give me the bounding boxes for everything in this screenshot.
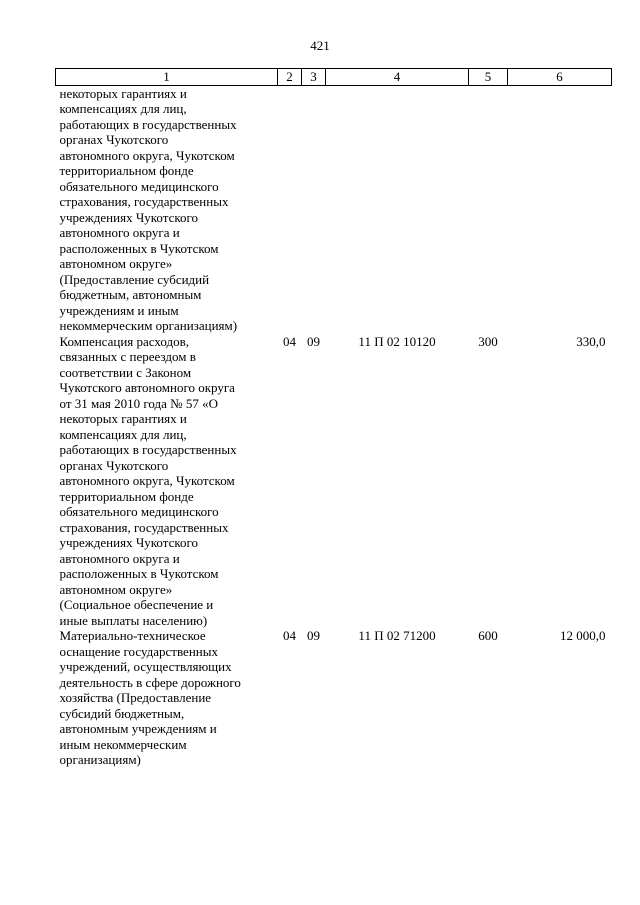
page-number: 421 (310, 38, 330, 53)
row-rz: 04 (283, 333, 296, 349)
header-col-3: 3 (302, 69, 326, 86)
row-vr: 600 (478, 628, 498, 643)
row-name: Компенсация расходов, связанных с переездом в соответствии с Законом Чукотского автономного округа от 31 мая 2010 года № 57 «О некоторых гарантиях и компенсациях для лиц, работающих в государственных органах Чукотского автономного округа, Чукотском территориальном фонде обязательного медицинского страхования, государственных учреждениях Чукотского автономного округа и расположенных в Чукотском автономном округе» (Социальное обеспечение и иные выплаты населению) (59, 333, 237, 628)
row-pr (302, 85, 326, 334)
row-sum (508, 85, 612, 334)
row-rz: 04 (283, 628, 296, 643)
table-row (56, 334, 612, 629)
header-col-5: 5 (469, 69, 508, 86)
row-rz (278, 85, 302, 334)
header-col-1: 1 (56, 69, 278, 86)
row-sum: 12 000,0 (560, 628, 606, 643)
table-row (56, 85, 612, 334)
table-row (56, 628, 612, 768)
row-csr: 11 П 02 71200 (358, 628, 436, 643)
header-col-6: 6 (508, 69, 612, 86)
row-vr (469, 85, 508, 334)
row-pr: 09 (307, 628, 320, 643)
row-sum: 330,0 (576, 333, 606, 349)
row-name: некоторых гарантиях и компенсациях для лиц, работающих в государственных органах Чукотского автономного округа, Чукотском территориальном фонде обязательного медицинского страхования, государственных учреждениях Чукотского автономного округа и расположенных в Чукотском автономном округе» (Предоставление субсидий бюджетным, автономным учреждениям и иным некоммерческим организациям) (59, 85, 238, 333)
row-vr: 300 (478, 333, 498, 349)
row-csr (326, 85, 469, 334)
row-pr: 09 (307, 333, 320, 349)
row-csr: 11 П 02 10120 (358, 333, 436, 349)
table-header-row (56, 69, 612, 86)
header-col-2: 2 (278, 69, 302, 86)
row-name: Материально-техническое оснащение государственных учреждений, осуществляющих деятельность в сфере дорожного хозяйства (Предоставление субсидий бюджетным, автономным учреждениям и иным некоммерческим организациям) (59, 628, 241, 767)
header-col-4: 4 (326, 69, 469, 86)
budget-table (55, 68, 612, 768)
